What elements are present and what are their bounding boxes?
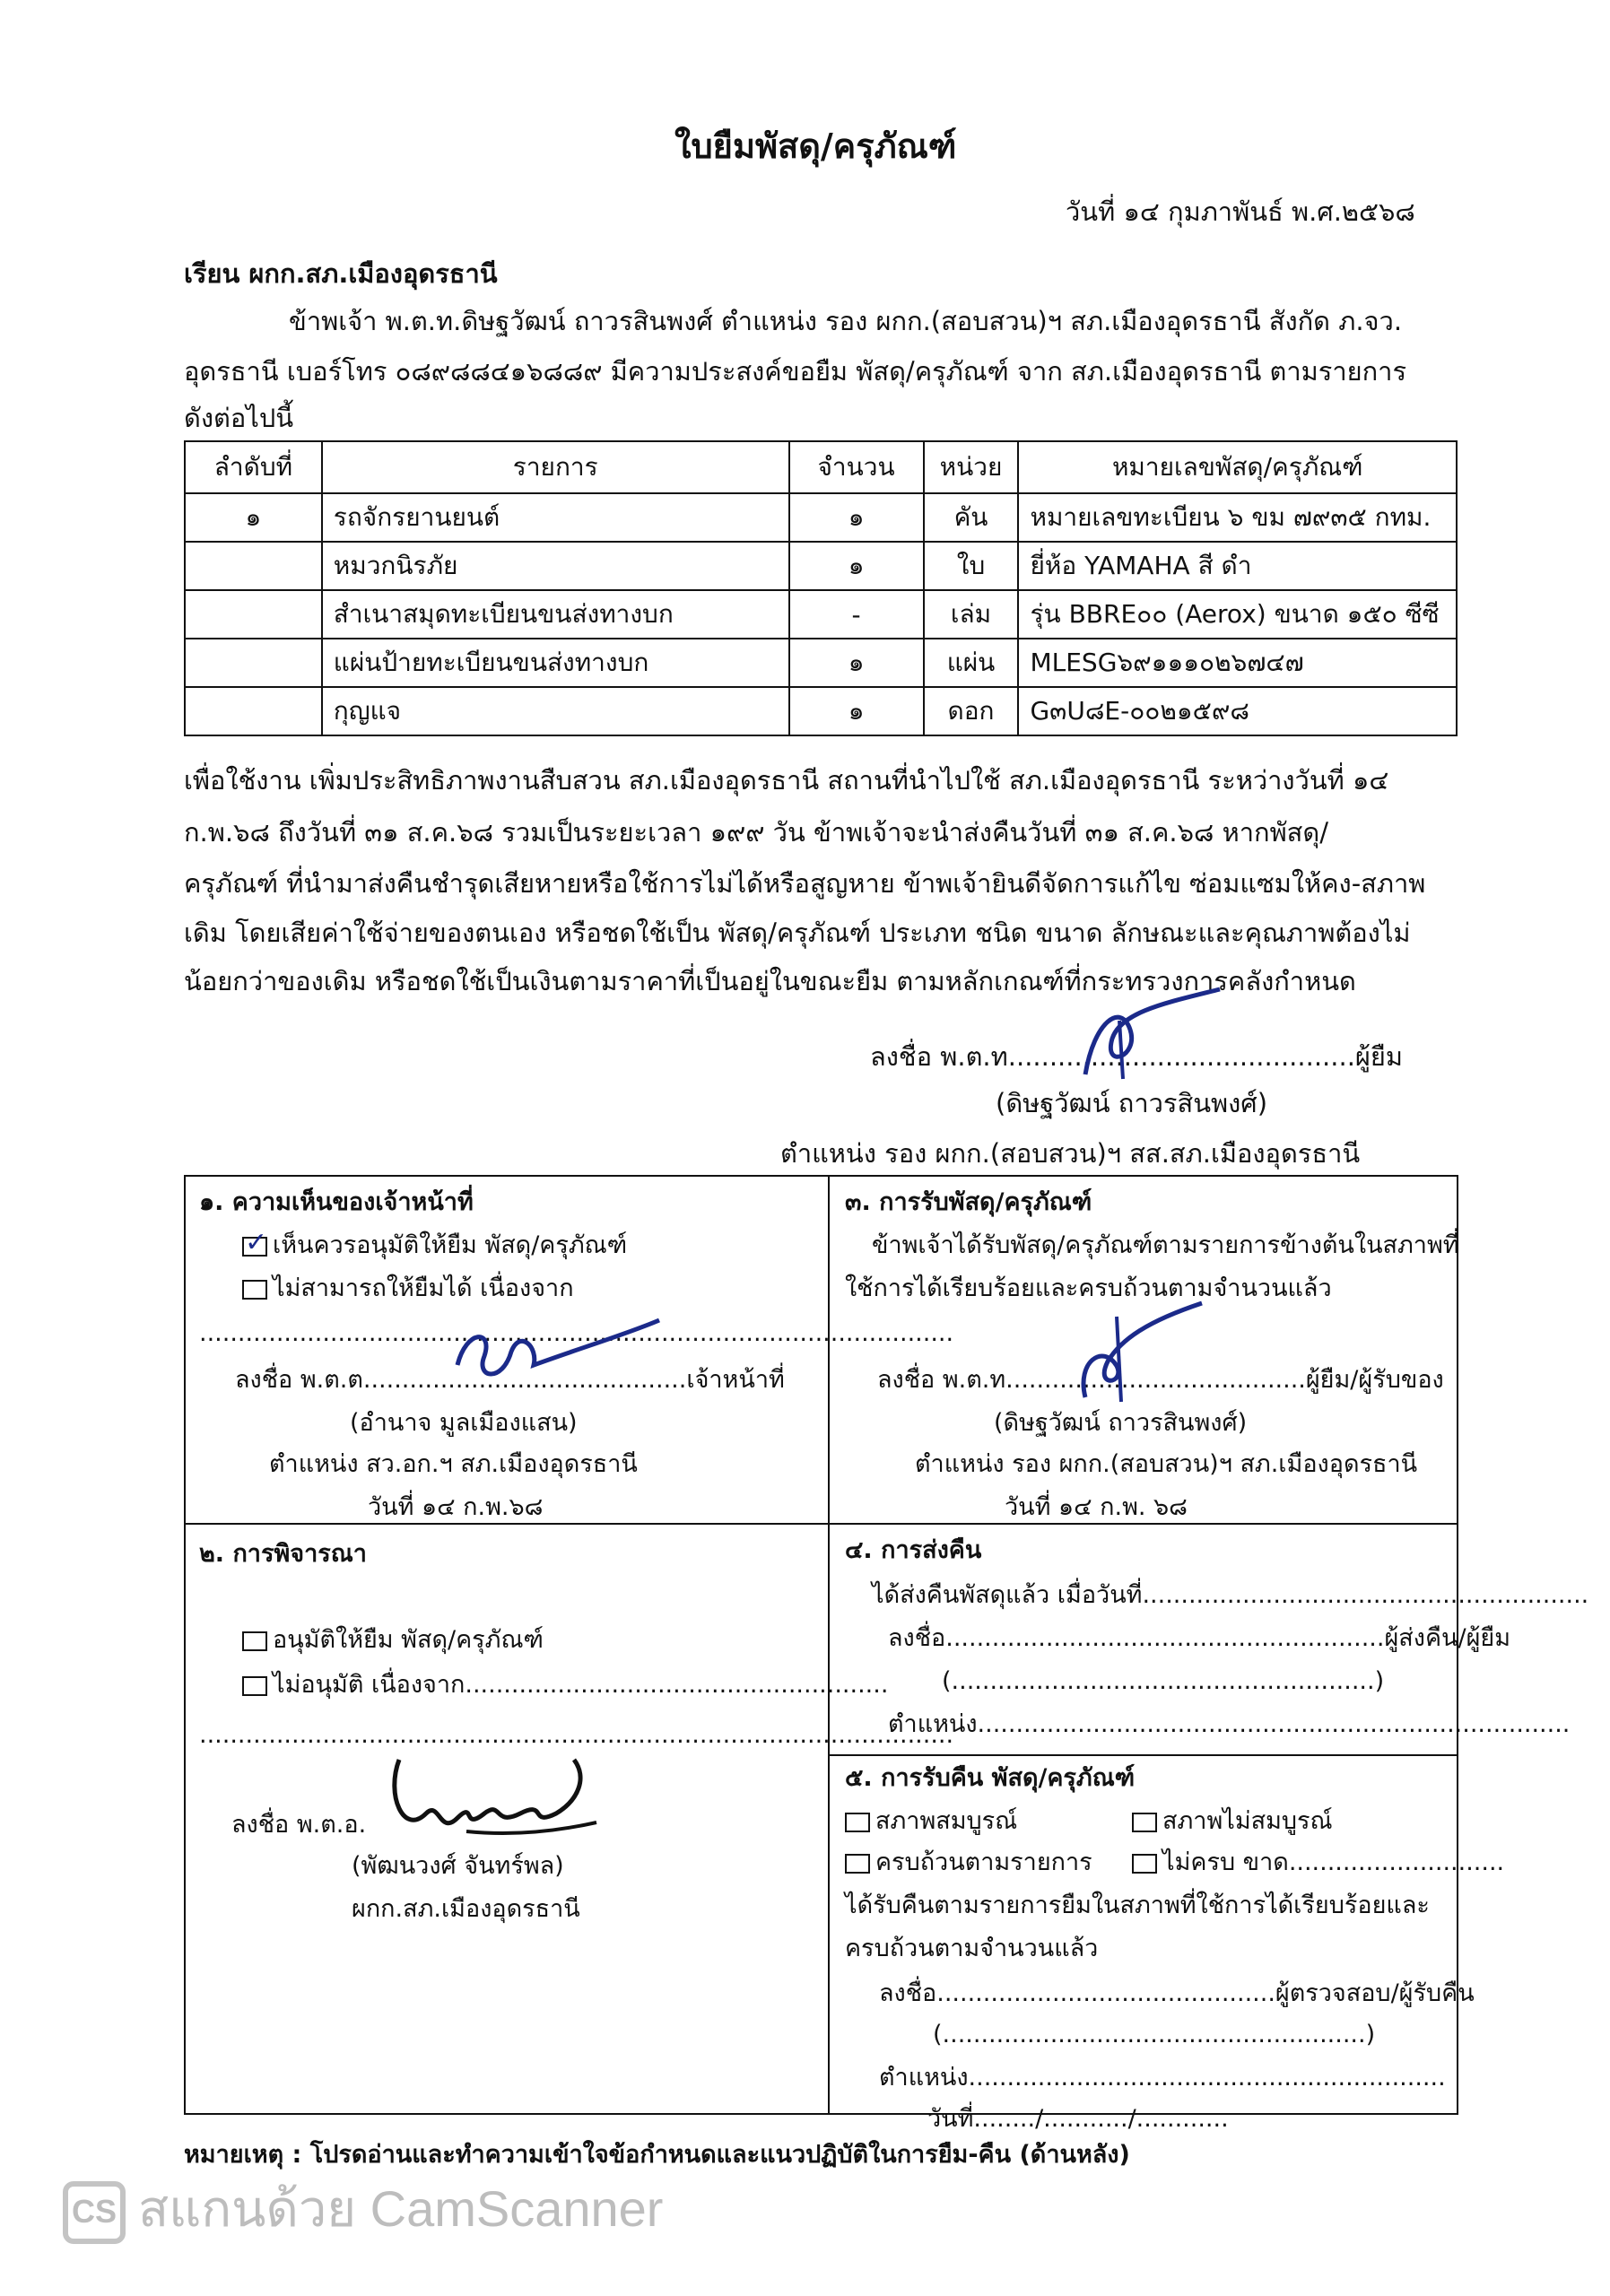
section-5-heading: ๕. การรับคืน พัสดุ/ครุภัณฑ์: [845, 1764, 1136, 1792]
deny-loan-checkbox[interactable]: [242, 1676, 267, 1696]
cell-seq: [185, 687, 322, 735]
header-qty: จำนวน: [789, 441, 924, 493]
section-2-option-approve: [242, 1625, 544, 1656]
section-2-option-deny: [242, 1670, 888, 1700]
section-1-sign-line: ลงชื่อ พ.ต.ต..........................................เจ้าหน้าที่: [235, 1366, 785, 1394]
section-5-option-incomplete: [1132, 1806, 1333, 1837]
table-row: [185, 687, 1457, 735]
section-3-date: วันที่ ๑๔ ก.พ. ๖๘: [1005, 1493, 1188, 1521]
section-3-sign-line: ลงชื่อ พ.ต.ท.......................................ผู้ยืม/ผู้รับของ: [877, 1366, 1444, 1394]
section-5-date: วันที่......../.........../............: [927, 2105, 1229, 2133]
addressee: เรียน ผกก.สภ.เมืองอุดรธานี: [184, 258, 498, 289]
intro-line-2: อุดรธานี เบอร์โทร ๐๘๙๘๘๔๑๖๘๘๙ มีความประสงค์ขอยืม พัสดุ/ครุภัณฑ์ จาก สภ.เมืองอุดรธานี ตามรายการ: [184, 356, 1407, 387]
cell-number: MLESG๖๙๑๑๑๐๒๖๗๔๗: [1018, 639, 1457, 687]
incomplete-label: สภาพไม่สมบูรณ์: [1162, 1807, 1333, 1835]
section-4-heading: ๔. การส่งคืน: [845, 1536, 982, 1564]
cell-item: สำเนาสมุดทะเบียนขนส่งทางบก: [322, 590, 789, 639]
intro-line-1: ข้าพเจ้า พ.ต.ท.ดิษฐวัฒน์ ถาวรสินพงศ์ ตำแหน่ง รอง ผกก.(สอบสวน)ฯ สภ.เมืองอุดรธานี สังกัด ภ.จว.: [289, 306, 1403, 336]
cell-unit: เล่ม: [924, 590, 1019, 639]
header-number: หมายเลขพัสดุ/ครุภัณฑ์: [1018, 441, 1457, 493]
section-5-text-2: ครบถ้วนตามจำนวนแล้ว: [845, 1935, 1099, 1962]
camscanner-watermark: [63, 2169, 663, 2248]
borrower-position: ตำแหน่ง รอง ผกก.(สอบสวน)ฯ สส.สภ.เมืองอุดรธานี: [780, 1138, 1361, 1169]
cell-number: หมายเลขทะเบียน ๖ ขม ๗๙๓๕ กทม.: [1018, 493, 1457, 542]
section-1-name: (อำนาจ มูลเมืองแสน): [350, 1409, 578, 1437]
section-2-dots: ..................................................................................................: [199, 1721, 954, 1749]
section-3-text-1: ข้าพเจ้าได้รับพัสดุ/ครุภัณฑ์ตามรายการข้างต้นในสภาพที่: [872, 1231, 1459, 1259]
all-items-label: ครบถ้วนตามรายการ: [875, 1848, 1092, 1876]
section-3-name: (ดิษฐวัฒน์ ถาวรสินพงศ์): [994, 1409, 1248, 1437]
table-header-row: [185, 441, 1457, 493]
purpose-line-3: ครุภัณฑ์ ที่นำมาส่งคืนชำรุดเสียหายหรือใช้การไม่ได้หรือสูญหาย ข้าพเจ้ายินดีจัดการแก้ไข ซ่อมแซมให้คง-สภาพ: [184, 868, 1426, 899]
purpose-line-4: เดิม โดยเสียค่าใช้จ่ายของตนเอง หรือชดใช้เป็น พัสดุ/ครุภัณฑ์ ประเภท ชนิด ขนาด ลักษณะและคุณภาพต้องไม่: [184, 918, 1411, 948]
section-5-name: (.......................................................): [933, 2021, 1376, 2048]
section-3-heading: ๓. การรับพัสดุ/ครุภัณฑ์: [845, 1188, 1092, 1216]
cell-number: G๓U๘E-๐๐๒๑๕๙๘: [1018, 687, 1457, 735]
deny-loan-label: ไม่อนุมัติ เนื่องจาก.......................................................: [273, 1671, 889, 1699]
approve-loan-checkbox[interactable]: [242, 1631, 267, 1651]
cell-seq: ๑: [185, 493, 322, 542]
cell-item: หมวกนิรภัย: [322, 542, 789, 590]
officer-signature: [448, 1311, 664, 1401]
reject-label: ไม่สามารถให้ยืมได้ เนื่องจาก: [273, 1274, 574, 1302]
purpose-line-5: น้อยกว่าของเดิม หรือชดใช้เป็นเงินตามราคาที่เป็นอยู่ในขณะยืม ตามหลักเกณฑ์ที่กระทรวงการคลังกำหนด: [184, 966, 1356, 996]
cell-qty: ๑: [789, 542, 924, 590]
header-seq: ลำดับที่: [185, 441, 322, 493]
cell-seq: [185, 590, 322, 639]
table-row: [185, 590, 1457, 639]
section-5-option-all-items: [845, 1848, 1092, 1878]
section-5-text-1: ได้รับคืนตามรายการยืมในสภาพที่ใช้การได้เรียบร้อยและ: [845, 1892, 1430, 1919]
approve-checkbox[interactable]: [242, 1237, 267, 1257]
complete-checkbox[interactable]: [845, 1813, 870, 1832]
cell-qty: ๑: [789, 687, 924, 735]
cell-number: ยี่ห้อ YAMAHA สี ดำ: [1018, 542, 1457, 590]
borrower-name: (ดิษฐวัฒน์ ถาวรสินพงศ์): [996, 1088, 1268, 1118]
section-5-position: ตำแหน่ง..............................................................: [879, 2064, 1446, 2092]
section-5-option-complete: [845, 1806, 1017, 1837]
section-1-date: วันที่ ๑๔ ก.พ.๖๘: [368, 1493, 544, 1521]
section-4-line-2: ลงชื่อ.........................................................ผู้ส่งคืน/ผู้ยืม: [888, 1624, 1511, 1652]
director-signature: [377, 1751, 601, 1849]
section-4-line-3: (.......................................................): [942, 1667, 1385, 1695]
cell-unit: ใบ: [924, 542, 1019, 590]
reject-checkbox[interactable]: [242, 1280, 267, 1300]
section-4-line-4: ตำแหน่ง.............................................................................: [888, 1710, 1571, 1738]
section-1-dots: ..................................................................................................: [199, 1319, 954, 1347]
cell-unit: แผ่น: [924, 639, 1019, 687]
footer-note: หมายเหตุ : โปรดอ่านและทำความเข้าใจข้อกำหนดและแนวปฏิบัติในการยืม-คืน (ด้านหลัง): [184, 2141, 1130, 2169]
section-1-option-reject: [242, 1274, 574, 1304]
cell-seq: [185, 639, 322, 687]
form-date: วันที่ ๑๔ กุมภาพันธ์ พ.ศ.๒๕๖๘: [1066, 196, 1415, 227]
camscanner-text: สแกนด้วย CamScanner: [138, 2180, 664, 2237]
borrower-signature: [1067, 985, 1229, 1092]
section-2-sign-line: ลงชื่อ พ.ต.อ.: [231, 1811, 367, 1839]
intro-line-3: ดังต่อไปนี้: [184, 403, 294, 433]
header-unit: หน่วย: [924, 441, 1019, 493]
form-title: ใบยืมพัสดุ/ครุภัณฑ์: [674, 126, 957, 166]
cell-number: รุ่น BBRE๐๐ (Aerox) ขนาด ๑๕๐ ซีซี: [1018, 590, 1457, 639]
all-items-checkbox[interactable]: [845, 1854, 870, 1874]
borrower-sign-line: ลงชื่อ พ.ต.ท..........................................ผู้ยืม: [870, 1041, 1404, 1072]
incomplete-checkbox[interactable]: [1132, 1813, 1157, 1832]
table-row: [185, 542, 1457, 590]
section-5-option-missing: [1132, 1848, 1504, 1878]
missing-label: ไม่ครบ ขาด............................: [1162, 1848, 1505, 1876]
section-3-text-2: ใช้การได้เรียบร้อยและครบถ้วนตามจำนวนแล้ว: [845, 1274, 1332, 1302]
header-item: รายการ: [322, 441, 789, 493]
camscanner-logo-icon: CS: [63, 2181, 126, 2244]
approve-label: เห็นควรอนุมัติให้ยืม พัสดุ/ครุภัณฑ์: [273, 1231, 628, 1259]
table-row: [185, 493, 1457, 542]
table-row: [185, 639, 1457, 687]
section-2-position: ผกก.สภ.เมืองอุดรธานี: [352, 1895, 580, 1923]
missing-checkbox[interactable]: [1132, 1854, 1157, 1874]
cell-item: กุญแจ: [322, 687, 789, 735]
section-1-heading: ๑. ความเห็นของเจ้าหน้าที่: [199, 1188, 474, 1216]
cell-item: แผ่นป้ายทะเบียนขนส่งทางบก: [322, 639, 789, 687]
approve-loan-label: อนุมัติให้ยืม พัสดุ/ครุภัณฑ์: [273, 1626, 544, 1654]
cell-qty: ๑: [789, 493, 924, 542]
section-1-position: ตำแหน่ง สว.อก.ฯ สภ.เมืองอุดรธานี: [269, 1450, 638, 1478]
section-3-position: ตำแหน่ง รอง ผกก.(สอบสวน)ฯ สภ.เมืองอุดรธานี: [915, 1450, 1418, 1478]
section-2-heading: ๒. การพิจารณา: [199, 1540, 367, 1568]
purpose-line-1: เพื่อใช้งาน เพิ่มประสิทธิภาพงานสืบสวน สภ.เมืองอุดรธานี สถานที่นำไปใช้ สภ.เมืองอุดรธานี ระหว่างวันที่ ๑๔: [184, 765, 1389, 796]
section-2-name: (พัฒนวงศ์ จันทร์พล): [352, 1852, 564, 1880]
cell-unit: คัน: [924, 493, 1019, 542]
cell-item: รถจักรยานยนต์: [322, 493, 789, 542]
section-5-sign-line: ลงชื่อ............................................ผู้ตรวจสอบ/ผู้รับคืน: [879, 1979, 1475, 2007]
receiver-signature: [1067, 1299, 1211, 1415]
cell-qty: -: [789, 590, 924, 639]
items-table: [184, 440, 1458, 736]
cell-seq: [185, 542, 322, 590]
cell-unit: ดอก: [924, 687, 1019, 735]
section-4-line-1: ได้ส่งคืนพัสดุแล้ว เมื่อวันที่..........................................................: [872, 1581, 1589, 1609]
cell-qty: ๑: [789, 639, 924, 687]
complete-label: สภาพสมบูรณ์: [875, 1807, 1018, 1835]
section-1-option-approve: [242, 1231, 627, 1261]
purpose-line-2: ก.พ.๖๘ ถึงวันที่ ๓๑ ส.ค.๖๘ รวมเป็นระยะเวลา ๑๙๙ วัน ข้าพเจ้าจะนำส่งคืนวันที่ ๓๑ ส.ค.๖๘ หากพัสดุ/: [184, 817, 1328, 848]
